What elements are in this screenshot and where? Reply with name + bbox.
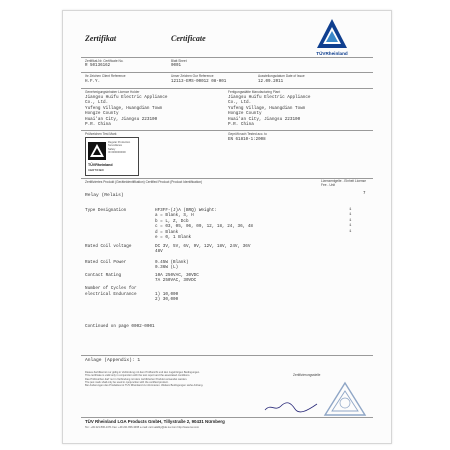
cycles-label: Number of Cycles for bbox=[85, 286, 137, 291]
electrical-endurance-values: 1) 10,000 2) 30,000 bbox=[155, 292, 179, 303]
signature-icon bbox=[263, 401, 319, 413]
test-mark-notes: Regular Production Surveillance Safety ID 0000000000 bbox=[108, 141, 131, 154]
test-mark-box bbox=[85, 137, 139, 176]
licence-holder-label: Genehmigungsinhaber Licence Holder bbox=[85, 90, 140, 94]
contact-rating-values: 10A 250VAC, 30VDC 7A 250VAC, 30VDC bbox=[155, 273, 199, 284]
license-fee-value: 7 bbox=[363, 192, 366, 196]
issue-date-value: 12.09.2011 bbox=[258, 80, 284, 84]
electrical-endurance-label: electrical Endurance bbox=[85, 292, 137, 297]
rated-coil-power-label: Rated Coil Power bbox=[85, 260, 127, 265]
contact-rating-label: Contact Rating bbox=[85, 273, 122, 278]
licence-holder-address: Jiangsu Huifu Electric Appliance Co., Ltd. Yufeng Village, Huangdian Town Hongze County Huai'an City, Jiangsu 223100 P.R. China bbox=[85, 95, 168, 128]
issuer-address: TÜV Rheinland LGA Products GmbH, Tillystraße 2, 90431 Nürnberg bbox=[85, 419, 225, 424]
our-ref-label: Unser Zeichen Our Reference bbox=[171, 74, 214, 78]
appendix-note: Anlage (Appendix): 1 bbox=[85, 358, 141, 363]
client-ref-value: H.F.Y. bbox=[85, 80, 101, 84]
cert-no-value: R 50136162 bbox=[85, 64, 111, 68]
issue-date-label: Ausstellungsdatum Date of Issue bbox=[258, 74, 305, 78]
title-en: Certificate bbox=[171, 34, 206, 43]
test-mark-text: TÜVRheinland bbox=[88, 163, 113, 167]
certification-stamp-icon bbox=[321, 379, 369, 419]
conditions-text: Dieses Zertifikat ist nur gültig in Verbindung mit dem Prüfbericht und den zugehörigen Bedingungen. This certificate is valid only in conjunction with the test report and the associated conditions. Das Prüfzeichen darf nur in Verbindung mit dem zertifizierten Produkt verwendet werden. The test mark shall only be used in conjunction with the certified product. Bei Änderungen des Produktes ist TÜV Rheinland zu informieren. Weitere Bedingungen siehe Anhang. bbox=[85, 371, 204, 388]
sheet-label: Blatt Sheet bbox=[171, 59, 187, 63]
issuer-contact: Tel.: +49 221 806-1371 Fax: +49 221 806-3935 e-mail: cert-validity@de.tuv.com http://www.tuv.com bbox=[85, 426, 199, 429]
manufacturing-plant-label: Fertigungsstätte Manufacturing Plant bbox=[228, 90, 281, 94]
tuv-logo-text: TÜVRheinland bbox=[316, 51, 348, 56]
cert-no-label: Zertifikat-Nr. Certificate No. bbox=[85, 59, 124, 63]
license-fee-label: Lizenzentgelte - Einheit License Fee - Unit bbox=[321, 179, 367, 187]
type-designation-values: HF3FF-(J)A (BRQ) Weight: a = Blank, S, H b = L, Z, Dcb c = 03, 05, 06, 09, 12, 18, 24, 36, 48 d = Blank e = 0, 1 Blank bbox=[155, 208, 253, 241]
type-designation-label: Type Designation bbox=[85, 208, 127, 213]
continued-note: Continued on page 0002-0001 bbox=[85, 324, 155, 329]
rated-coil-voltage-values: DC 3V, 5V, 6V, 9V, 12V, 18V, 24V, 36V 48V bbox=[155, 244, 251, 255]
tested-acc-value: EN 61810-1:2008 bbox=[228, 138, 266, 142]
certified-product-label: Zertifiziertes Produkt (Geräteidentifikation) Certified Product (Product Identification) bbox=[85, 180, 203, 184]
cert-body-label: Zertifizierungsstelle bbox=[293, 373, 321, 377]
type-designation-markers: 1 1 1 1 1 bbox=[349, 208, 352, 234]
tested-acc-label: Geprüft nach Tested acc. to bbox=[228, 132, 267, 136]
client-ref-label: Ihr Zeichen Client Reference bbox=[85, 74, 126, 78]
test-mark-label: Prüfzeichen Test Mark bbox=[85, 132, 117, 136]
manufacturing-plant-address: Jiangsu Huifu Electric Appliance Co., Ltd. Yufeng Village, Huangdian Town Hongze County Huai'an City, Jiangsu 223100 P.R. China bbox=[228, 95, 311, 128]
rated-coil-power-values: 0.45W (Blank) 0.36W (L) bbox=[155, 260, 189, 271]
our-ref-value: 12113-EMS-00012 08-001 bbox=[171, 80, 227, 84]
test-mark-sub: CERTIFIED bbox=[88, 168, 104, 172]
rated-coil-voltage-label: Rated Coil voltage bbox=[85, 244, 132, 249]
certificate-page bbox=[62, 10, 392, 444]
test-mark-triangle-icon bbox=[88, 142, 106, 160]
product-name: Relay (Relais) bbox=[85, 193, 124, 198]
sheet-value: 0001 bbox=[171, 64, 182, 68]
title-de: Zertifikat bbox=[85, 34, 117, 43]
